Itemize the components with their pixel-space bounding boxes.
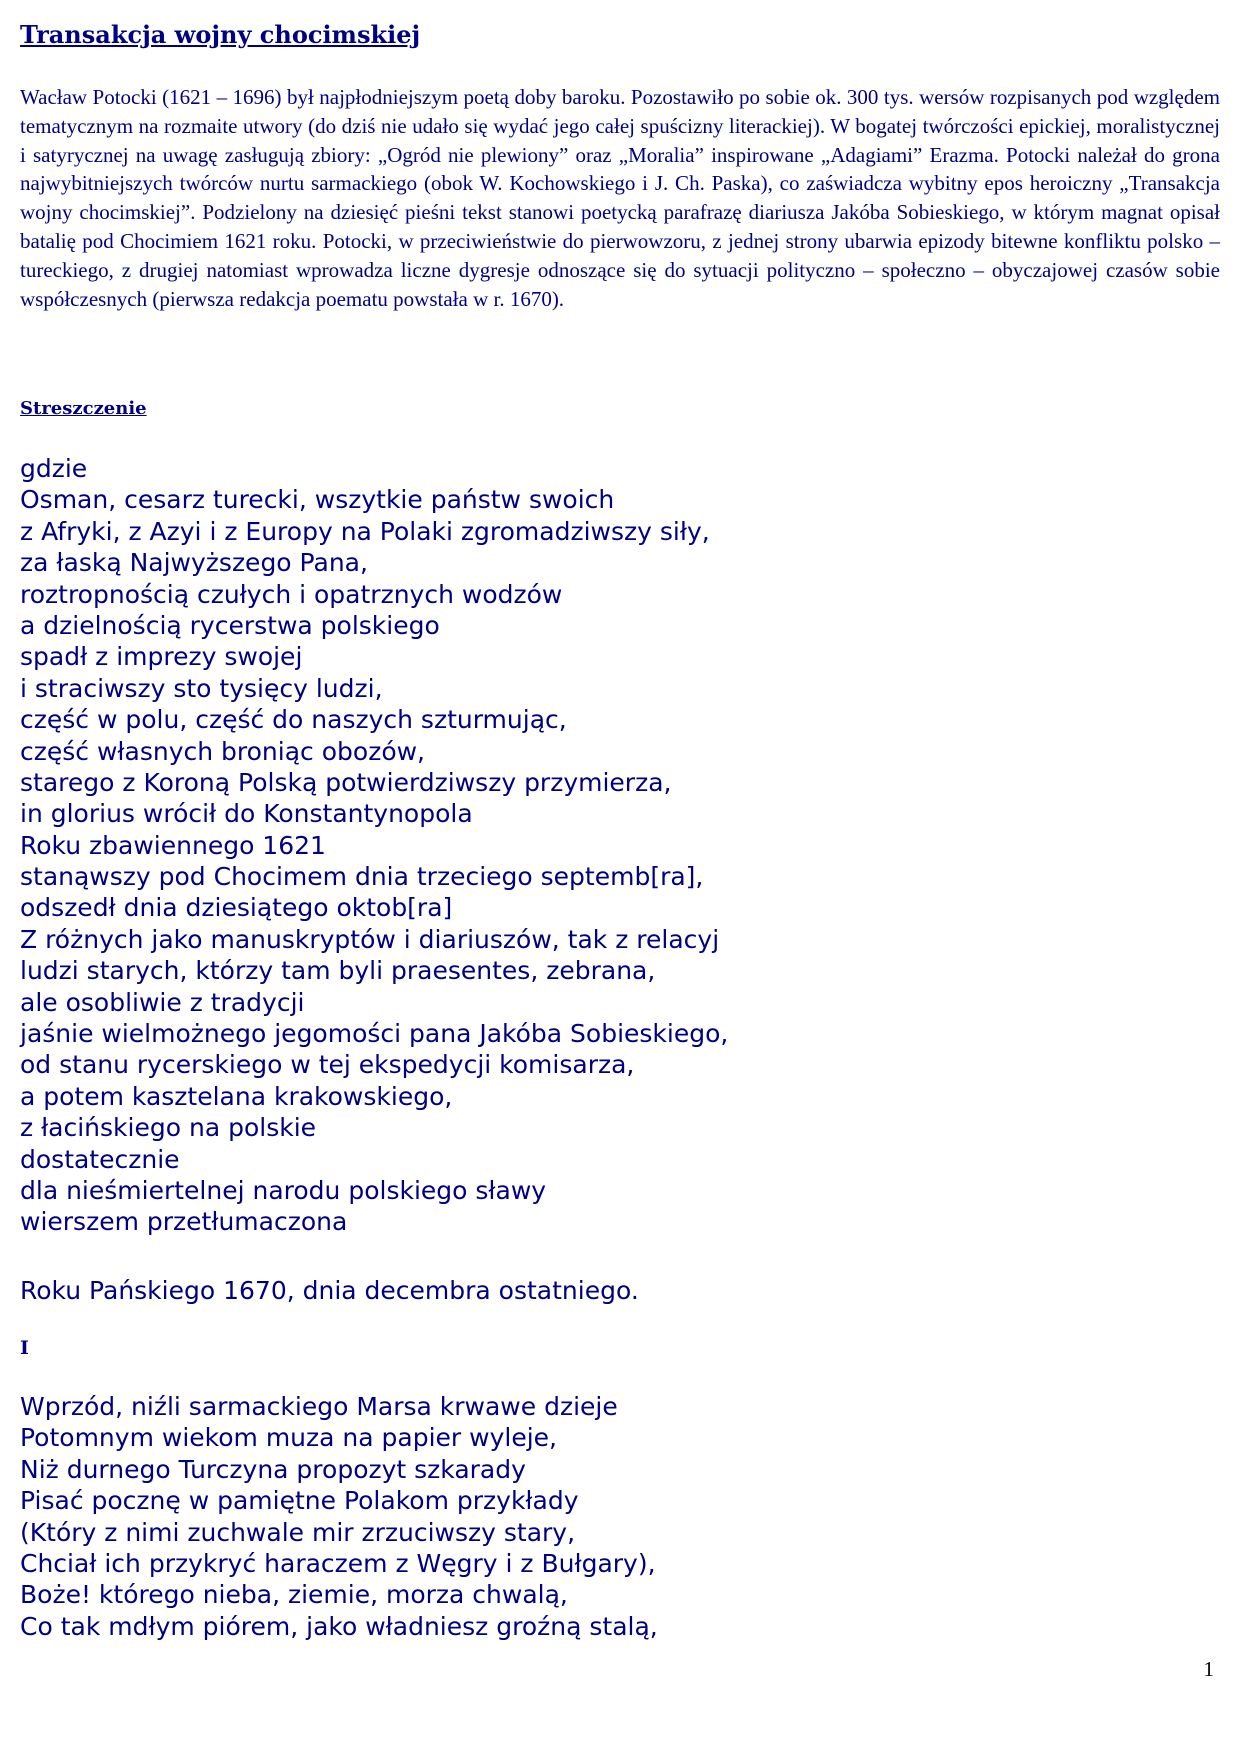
verse-line: dla nieśmiertelnej narodu polskiego sławy	[20, 1175, 547, 1205]
intro-paragraph: Wacław Potocki (1621 – 1696) był najpłodniejszym poetą doby baroku. Pozostawiło po sobie ok. 300 tys. wersów rozpisanych pod względem tematycznym na rozmaite utwory (do dziś nie udało się wydać jego całej spuścizny literackiej). W bogatej twórczości epickiej, moralistycznej i satyrycznej na uwagę zasługują zbiory: „Ogród nie plewiony” oraz „Moralia” inspirowane „Adagiami” Erazma. Potocki należał do grona najwybitniejszych twórców nurtu sarmackiego (obok W. Kochowskiego i J. Ch. Paska), co zaświadcza wybitny epos heroiczny „Transakcja wojny chocimskiej”. Podzielony na dziesięć pieśni tekst stanowi poetycką parafrazę diariusza Jakóba Sobieskiego, w którym magnat opisał batalię pod Chocimiem 1621 roku. Potocki, w przeciwieństwie do pierwowzoru, z jednej strony ubarwia epizody bitewne konfliktu polsko – tureckiego, z drugiej natomiast wprowadza liczne dygresje odnoszące się do sytuacji polityczno – społeczno – obyczajowej czasów sobie współczesnych (pierwsza redakcja poematu powstała w r. 1670).	[20, 85, 1220, 311]
verse-line: roztropnością czułych i opatrznych wodzów	[20, 579, 563, 609]
verse-line: dostatecznie	[20, 1144, 180, 1174]
verse-line: (Który z nimi zuchwale mir zrzuciwszy stary,	[20, 1517, 576, 1547]
verse-line: wierszem przetłumaczona	[20, 1207, 348, 1237]
verse-line: a dzielnością rycerstwa polskiego	[20, 610, 440, 640]
verse-line: stanąwszy pod Chocimem dnia trzeciego septemb[ra],	[20, 862, 704, 892]
verse-line: ludzi starych, którzy tam byli praesentes, zebrana,	[20, 956, 656, 986]
verse-line: część własnych broniąc obozów,	[20, 736, 426, 766]
verse-line: Osman, cesarz turecki, wszytkie państw swoich	[20, 485, 615, 515]
verse-line: Co tak mdłym piórem, jako władniesz groźną stalą,	[20, 1611, 658, 1641]
verse-line: Boże! którego nieba, ziemie, morza chwalą,	[20, 1580, 568, 1610]
page-number: 1	[1203, 1657, 1214, 1681]
verse-line: a potem kasztelana krakowskiego,	[20, 1081, 453, 1111]
verse-line: Wprzód, niźli sarmackiego Marsa krwawe dzieje	[20, 1392, 618, 1421]
verse-line: Z różnych jako manuskryptów i diariuszów, tak z relacyj	[20, 924, 720, 954]
verse-line: spadł z imprezy swojej	[20, 642, 303, 672]
verse-line: z łacińskiego na polskie	[20, 1113, 317, 1143]
verse-line: gdzie	[20, 454, 88, 483]
verse-line: ale osobliwie z tradycji	[20, 987, 305, 1017]
dated-line: Roku Pańskiego 1670, dnia decembra ostatniego.	[20, 1276, 639, 1305]
canto-verse	[20, 1391, 658, 1642]
canto-number: I	[20, 1337, 29, 1359]
verse-line: Roku zbawiennego 1621	[20, 830, 326, 860]
verse-line: odszedł dnia dziesiątego oktob[ra]	[20, 893, 453, 923]
verse-line: Potomnym wiekom muza na papier wyleje,	[20, 1423, 557, 1453]
verse-line: starego z Koroną Polską potwierdziwszy przymierza,	[20, 767, 672, 797]
verse-line: Chciał ich przykryć haraczem z Węgry i z Bułgary),	[20, 1548, 656, 1578]
verse-line: jaśnie wielmożnego jegomości pana Jakóba Sobieskiego,	[20, 1019, 729, 1049]
verse-line: z Afryki, z Azyi i z Europy na Polaki zgromadziwszy siły,	[20, 516, 710, 546]
verse-line: za łaską Najwyższego Pana,	[20, 548, 368, 578]
title-verse	[20, 453, 728, 1238]
verse-line: i straciwszy sto tysięcy ludzi,	[20, 673, 383, 703]
verse-line: Pisać pocznę w pamiętne Polakom przykłady	[20, 1486, 579, 1516]
verse-line: in glorius wrócił do Konstantynopola	[20, 799, 473, 829]
document-title: Transakcja wojny chocimskiej	[20, 20, 421, 49]
verse-line: Niż durnego Turczyna propozyt szkarady	[20, 1454, 526, 1484]
section-heading-streszczenie: Streszczenie	[20, 398, 147, 419]
verse-line: część w polu, część do naszych szturmując,	[20, 705, 567, 735]
verse-line: od stanu rycerskiego w tej ekspedycji komisarza,	[20, 1050, 635, 1080]
